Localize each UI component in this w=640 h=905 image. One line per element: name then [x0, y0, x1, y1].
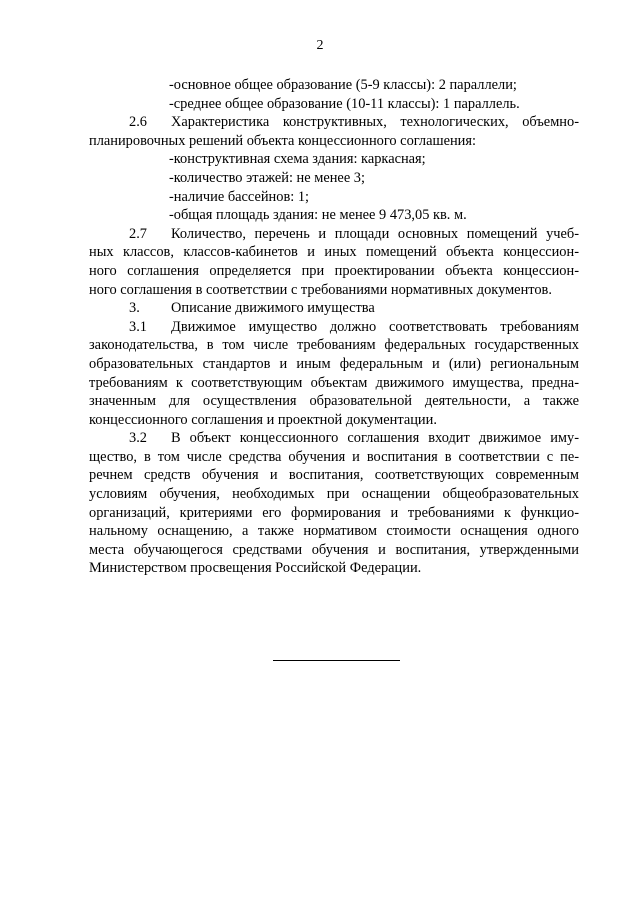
section-2-6-item: -общая площадь здания: не менее 9 473,05 кв. м.: [169, 207, 467, 224]
section-3-2-line: речнем средств обучения и воспитания, соответствующих современным: [89, 467, 579, 484]
section-3-1-line: концессионного соглашения и проектной документации.: [89, 411, 437, 428]
edu-basic-line: -основное общее образование (5-9 классы): 2 параллели;: [169, 77, 517, 93]
section-2-6-heading-line: [89, 113, 579, 132]
section-3-1-line: образовательных стандартов и иным федеральным и (или) региональным: [89, 355, 579, 372]
section-2-7-line: ных классов, классов-кабинетов и иных помещений объекта концессион-: [89, 244, 579, 261]
edu-secondary-line: -среднее общее образование (10-11 классы): 1 параллель.: [169, 95, 520, 112]
section-2-6-item: -конструктивная схема здания: каркасная;: [169, 151, 426, 168]
end-of-document-rule: [273, 660, 400, 661]
section-3-2-line: организаций, критериями его формирования и требованиями к функцио-: [89, 504, 579, 521]
page-number: 2: [316, 38, 324, 53]
section-2-7-number: 2.7: [129, 225, 147, 242]
section-2-7-heading-line: [89, 225, 579, 244]
section-3-2-number: 3.2: [129, 430, 147, 447]
section-2-6-number: 2.6: [129, 114, 147, 131]
section-3-2-line: В объект концессионного соглашения входит движимое иму-: [171, 430, 579, 447]
section-3-2-heading-line: [89, 429, 579, 448]
section-3-title: Описание движимого имущества: [171, 300, 375, 317]
section-2-6-item: -количество этажей: не менее 3;: [169, 169, 366, 186]
section-3-1-line: значенным для осуществления образовательной деятельности, а также: [89, 393, 579, 410]
section-3-heading: [89, 299, 579, 318]
section-2-7-line: Количество, перечень и площади основных помещений учеб-: [171, 225, 579, 242]
section-3-2-line: щество, в том числе средства обучения и воспитания в соответствии с пе-: [89, 448, 579, 465]
section-3-1-line: требованиям к соответствующим объектам движимого имущества, предна-: [89, 374, 579, 391]
document-body: [89, 76, 579, 578]
section-3-2-line: нальному оснащению, а также нормативом стоимости оснащения одного: [89, 523, 579, 540]
section-3-2-line: места обучающегося средствами обучения и воспитания, утвержденными: [89, 541, 579, 558]
section-3-1-number: 3.1: [129, 318, 147, 335]
section-2-6-line-1: Характеристика конструктивных, технологических, объемно-: [171, 114, 579, 131]
section-2-7-line: ного соглашения в соответствии с требованиями нормативных документов.: [89, 281, 552, 298]
section-3-1-line: Движимое имущество должно соответствовать требованиям: [171, 318, 579, 335]
section-3-number: 3.: [129, 300, 140, 317]
section-2-7-line: ного соглашения определяется при проектировании объекта концессион-: [89, 262, 579, 279]
section-3-2-line: Министерством просвещения Российской Федерации.: [89, 560, 422, 577]
section-3-2-line: условиям обучения, необходимых при оснащении общеобразовательных: [89, 486, 579, 503]
section-3-1-heading-line: [89, 318, 579, 337]
section-2-6-line-2: планировочных решений объекта концессионного соглашения:: [89, 132, 476, 149]
section-3-1-line: законодательства, в том числе требованиям федеральных государственных: [89, 337, 579, 354]
section-2-6-item: -наличие бассейнов: 1;: [169, 188, 310, 205]
